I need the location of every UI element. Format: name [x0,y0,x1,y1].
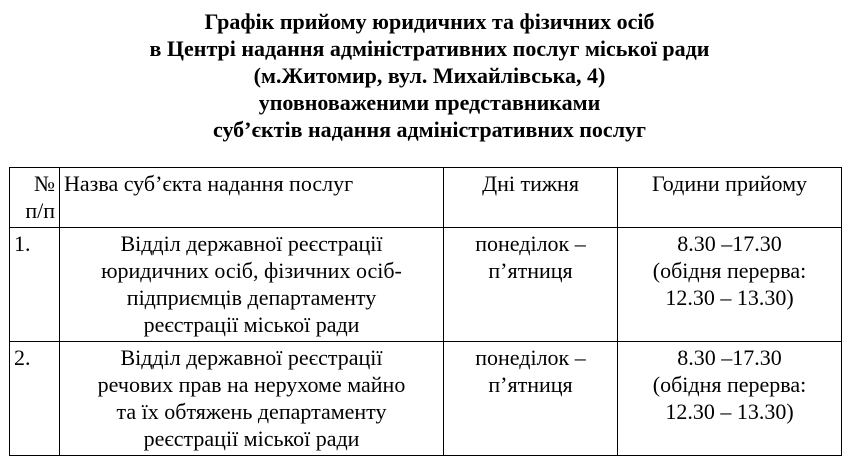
title-line: суб’єктів надання адміністративних послуг [212,117,647,142]
title-line: Графік прийому юридичних та фізичних осіб [204,9,655,34]
name-line: підприємців департаменту [126,285,377,310]
days-line: п’ятниця [488,372,573,397]
hours-line: (обідня перерва: [652,372,807,397]
name-line: речових прав на нерухоме майно [97,372,406,397]
table-row [10,342,842,456]
schedule-table [9,167,842,456]
header-number-line: п/п [25,198,55,223]
table-row [10,228,842,342]
hours-line: (обідня перерва: [652,258,807,283]
days-line: п’ятниця [488,258,573,283]
days-line: понеділок – [475,345,586,370]
header-name: Назва суб’єкта надання послуг [60,168,444,228]
row-days [444,342,618,456]
name-line: та їх обтяжень департаменту [116,399,387,424]
row-name [60,342,444,456]
row-hours [618,228,842,342]
name-line: Відділ державної реєстрації [120,345,383,370]
document-title [0,8,859,143]
title-line: (м.Житомир, вул. Михайлівська, 4) [253,63,606,88]
header-number [10,168,60,228]
hours-line: 12.30 – 13.30) [665,285,794,310]
name-line: реєстрації міської ради [143,426,360,451]
table-header-row [10,168,842,228]
hours-line: 8.30 –17.30 [677,231,782,256]
title-line: уповноваженими представниками [258,90,601,115]
header-days: Дні тижня [444,168,618,228]
row-hours [618,342,842,456]
header-hours: Години прийому [618,168,842,228]
hours-line: 8.30 –17.30 [677,345,782,370]
row-number: 1. [10,228,60,342]
title-line: в Центрі надання адміністративних послуг міської ради [149,36,710,61]
name-line: реєстрації міської ради [143,312,360,337]
name-line: юридичних осіб, фізичних осіб- [101,258,402,283]
header-number-line: № [34,171,55,196]
days-line: понеділок – [475,231,586,256]
row-days [444,228,618,342]
row-name [60,228,444,342]
row-number: 2. [10,342,60,456]
name-line: Відділ державної реєстрації [120,231,383,256]
hours-line: 12.30 – 13.30) [665,399,794,424]
